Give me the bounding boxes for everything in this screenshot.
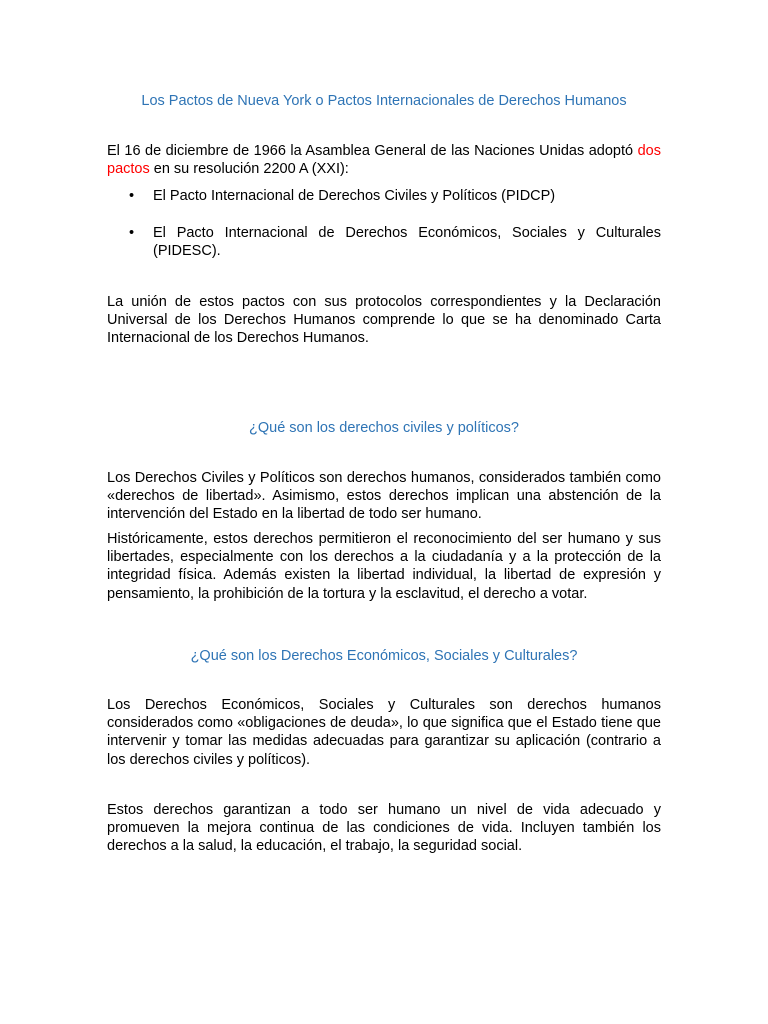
list-item-text: El Pacto Internacional de Derechos Civiles y Políticos (PIDCP) <box>153 188 556 204</box>
intro-text-start: El 16 de diciembre de 1966 la Asamblea General de las Naciones Unidas adoptó <box>107 143 638 159</box>
intro-paragraph <box>107 142 661 178</box>
bullet-icon: • <box>129 188 135 204</box>
civiles-heading: ¿Qué son los derechos civiles y políticos? <box>249 420 519 436</box>
economicos-heading: ¿Qué son los Derechos Económicos, Sociales y Culturales? <box>190 648 578 664</box>
list-item-text: El Pacto Internacional de Derechos Económicos, Sociales y Culturales (PIDESC). <box>153 225 661 260</box>
bullet-icon: • <box>129 225 135 242</box>
carta-paragraph: La unión de estos pactos con sus protocolos correspondientes y la Declaración Universal de los Derechos Humanos comprende lo que se ha denominado Carta Internacional de los Derechos Humanos. <box>107 294 661 347</box>
civiles-paragraph-2: Históricamente, estos derechos permitieron el reconocimiento del ser humano y sus libertades, especialmente con los derechos a la ciudadanía y a la protección de la integridad física. Además existen la libertad individual, la libertad de expresión y pensamiento, la prohibición de la tortura y la esclavitud, el derecho a votar. <box>107 531 661 602</box>
list-item <box>107 224 661 260</box>
intro-highlight: dos pactos <box>107 143 661 178</box>
economicos-paragraph-1: Los Derechos Económicos, Sociales y Culturales son derechos humanos considerados como «obligaciones de deuda», lo que significa que el Estado tiene que intervenir y tomar las medidas adecuadas para garantizar su aplicación (contrario a los derechos civiles y políticos). <box>107 697 661 768</box>
civiles-paragraph-1: Los Derechos Civiles y Políticos son derechos humanos, considerados también como «derechos de libertad». Asimismo, estos derechos implican una abstención de la intervención del Estado en la libertad de todo ser humano. <box>107 470 661 523</box>
list-item <box>107 187 661 205</box>
economicos-paragraph-2: Estos derechos garantizan a todo ser humano un nivel de vida adecuado y promueven la mejora continua de las condiciones de vida. Incluyen también los derechos a la salud, la educación, el trabajo, la seguridad social. <box>107 802 661 855</box>
document-title: Los Pactos de Nueva York o Pactos Internacionales de Derechos Humanos <box>141 93 627 109</box>
intro-text-end: en su resolución 2200 A (XXI): <box>149 161 349 178</box>
pacts-list <box>107 187 661 280</box>
